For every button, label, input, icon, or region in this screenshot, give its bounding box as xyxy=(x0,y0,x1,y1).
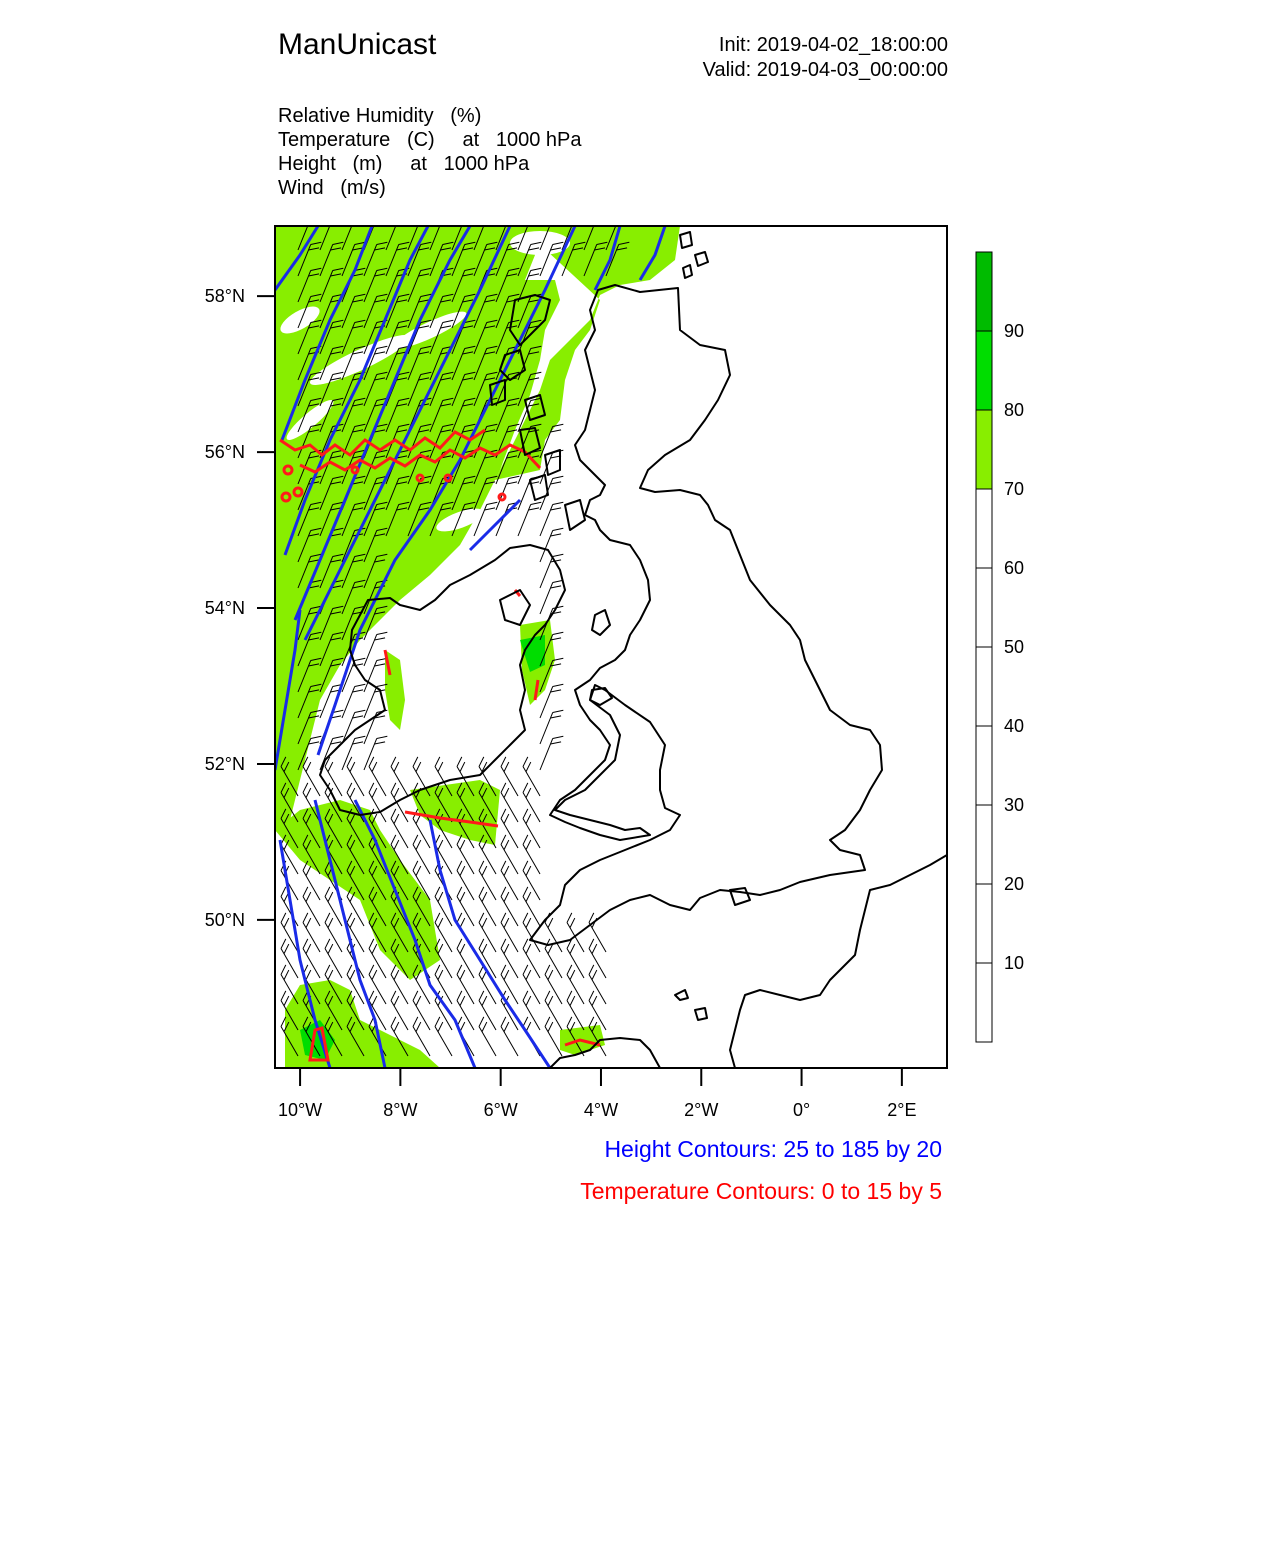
colorbar-label: 10 xyxy=(1004,953,1025,973)
wind-barb xyxy=(364,733,387,773)
colorbar-label: 30 xyxy=(1004,795,1025,815)
lon-tick-label: 2°E xyxy=(887,1100,917,1120)
lat-tick-label: 56°N xyxy=(204,442,245,463)
lon-tick-label: 4°W xyxy=(583,1100,619,1120)
wind-barb xyxy=(518,499,541,539)
colorbar-bin xyxy=(976,726,992,805)
lon-tick-label: 10°W xyxy=(277,1100,323,1120)
lat-tick-label: 58°N xyxy=(204,286,245,307)
colorbar-bin xyxy=(976,963,992,1042)
init-time: Init: 2019-04-02_18:00:00 xyxy=(718,34,948,56)
lat-tick-label: 52°N xyxy=(204,753,245,774)
colorbar-bin xyxy=(976,884,992,963)
wind-barb xyxy=(476,1017,504,1056)
field-relative-humidity: Relative Humidity (%) xyxy=(278,105,482,127)
field-height: Height (m) at 1000 hPa xyxy=(278,153,530,175)
colorbar-label: 90 xyxy=(1004,321,1025,341)
wind-barb xyxy=(520,1017,548,1056)
temperature-contour-note: Temperature Contours: 0 to 15 by 5 xyxy=(580,1178,942,1204)
colorbar-label: 50 xyxy=(1004,637,1025,657)
lon-tick-label: 0° xyxy=(792,1100,811,1120)
colorbar-bin xyxy=(976,410,992,489)
lon-tick-label: 2°W xyxy=(684,1100,719,1120)
rh-colorbar xyxy=(976,252,1024,1042)
field-wind: Wind (m/s) xyxy=(278,177,386,199)
lon-tick-label: 8°W xyxy=(383,1100,418,1120)
colorbar-bin xyxy=(976,489,992,568)
colorbar-bin xyxy=(976,252,992,331)
colorbar-label: 80 xyxy=(1004,400,1025,420)
lat-tick-label: 50°N xyxy=(204,909,245,930)
lon-tick-label: 6°W xyxy=(483,1100,518,1120)
wind-barb xyxy=(540,733,563,773)
colorbar-label: 60 xyxy=(1004,558,1025,578)
colorbar-bin xyxy=(976,568,992,647)
model-title: ManUnicast xyxy=(278,28,437,61)
colorbar-label: 20 xyxy=(1004,874,1025,894)
colorbar-bin xyxy=(976,805,992,884)
valid-time: Valid: 2019-04-03_00:00:00 xyxy=(702,59,948,81)
height-contour-note: Height Contours: 25 to 185 by 20 xyxy=(604,1136,942,1162)
field-temperature: Temperature (C) at 1000 hPa xyxy=(278,129,582,151)
lat-tick-label: 54°N xyxy=(204,598,245,619)
colorbar-label: 70 xyxy=(1004,479,1025,499)
colorbar-bin xyxy=(976,647,992,726)
colorbar-label: 40 xyxy=(1004,716,1025,736)
colorbar-bin xyxy=(976,331,992,410)
